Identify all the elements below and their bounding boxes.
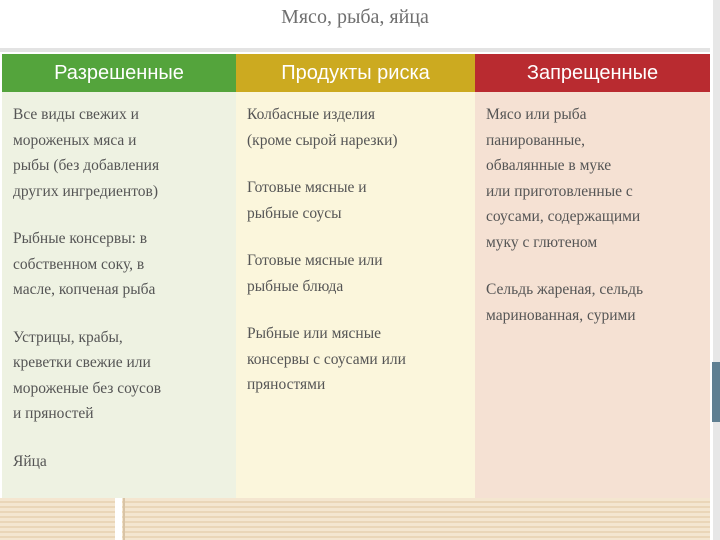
item-text-line: консервы с соусами или [247,350,406,368]
list-item [247,102,465,153]
item-text-line: муку с глютеном [486,233,598,251]
item-text-line: или приготовленные с [486,182,633,200]
item-text-line: мороженых мяса и [13,131,137,149]
slide-title: Мясо, рыба, яйца [281,6,429,28]
item-text-line: панированные, [486,131,586,149]
item-text-line: рыбы (без добавления [13,157,160,174]
column-header-allowed: Разрешенные [2,54,236,92]
slide-accent-bar [712,362,720,422]
column-body-allowed [2,92,236,498]
divider [0,48,710,52]
slide-right-gap [710,0,713,540]
column-body-forbidden [475,92,710,498]
item-text-line: Колбасные изделия [247,106,376,123]
item-text-line: и пряностей [13,405,94,422]
item-text-line: масле, копченая рыба [13,281,156,298]
list-item [247,248,465,299]
food-table [2,54,710,498]
column-body-risk [236,92,475,498]
item-text-line: других ингредиентов) [13,182,158,200]
item-text-line: Рыбные или мясные [247,325,381,342]
list-item [486,102,700,255]
item-text-line: Сельдь жареная, сельдь [486,281,644,298]
item-text-line: рыбные блюда [247,277,344,295]
item-text-line: Все виды свежих и [13,106,139,123]
item-text-line: обвалянные в муке [486,157,612,174]
list-item [13,102,226,204]
column-risk [236,54,475,498]
item-text-line: (кроме сырой нарезки) [247,131,398,149]
item-text-line: пряностями [247,376,326,393]
item-text-line: Мясо или рыба [486,106,587,123]
list-item [13,325,226,427]
item-text-line: Яйца [13,452,47,470]
footer-divider [115,498,122,540]
item-text-line: соусами, содержащими [486,208,641,225]
item-text-line: мороженые без соусов [13,379,162,397]
slide-footer-pattern [0,498,710,540]
list-item [247,175,465,226]
column-header-forbidden: Запрещенные [475,54,710,92]
list-item [13,449,226,475]
item-text-line: собственном соку, в [13,255,145,273]
list-item [13,226,226,303]
item-text-line: Рыбные консервы: в [13,230,148,247]
list-item [247,321,465,398]
item-text-line: Готовые мясные или [247,252,383,269]
column-header-risk: Продукты риска [236,54,475,92]
item-text-line: маринованная, сурими [486,306,636,324]
item-text-line: креветки свежие или [13,354,151,371]
item-text-line: Готовые мясные и [247,179,367,196]
footer-divider-line [123,498,125,540]
item-text-line: рыбные соусы [247,204,342,222]
column-forbidden [475,54,710,498]
item-text-line: Устрицы, крабы, [13,328,123,346]
column-allowed [2,54,236,498]
list-item [486,277,700,328]
